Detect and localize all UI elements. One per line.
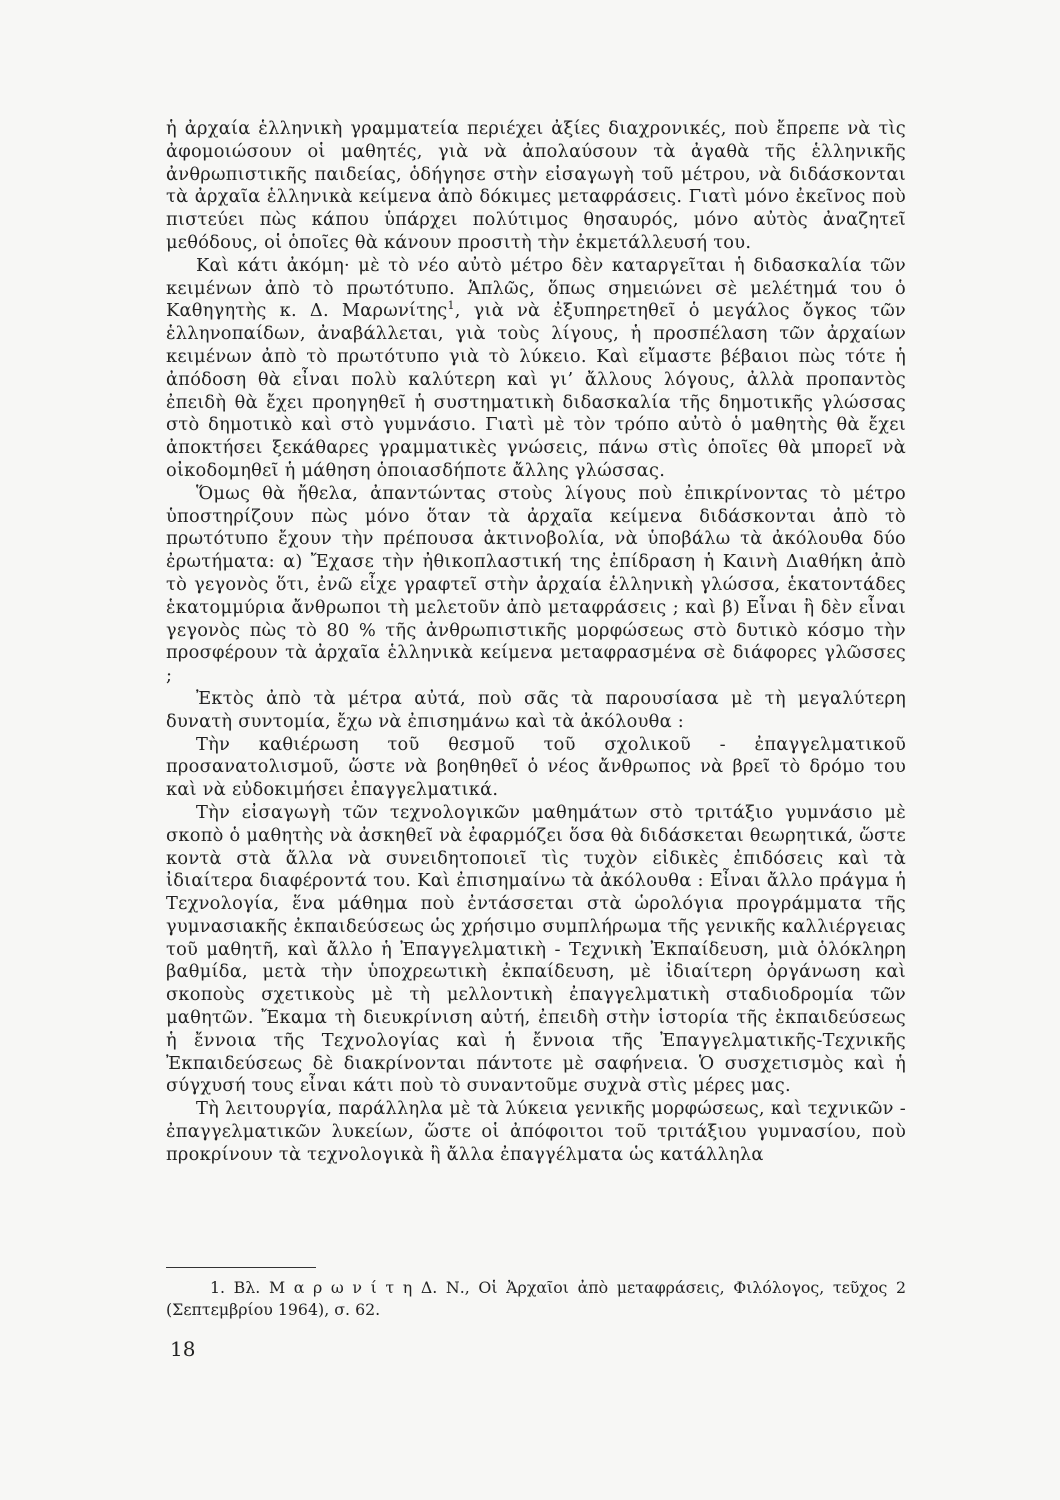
paragraph-1: ἡ ἀρχαία ἑλληνικὴ γραμματεία περιέχει ἀξίες διαχρονικές, ποὺ ἔπρεπε νὰ τὶς ἀφομοιώσουν οἱ μαθητές, γιὰ νὰ ἀπολαύσουν τὰ ἀγαθὰ τῆς ἑλληνικῆς ἀνθρωπιστικῆς παιδείας, ὁδήγησε στὴν εἰσαγωγὴ τοῦ μέτρου, νὰ διδάσκονται τὰ ἀρχαῖα ἑλληνικὰ κείμενα ἀπὸ δόκιμες μεταφράσεις. Γιατὶ μόνο ἐκεῖνος ποὺ πιστεύει πὼς κάπου ὑπάρχει πολύτιμος θησαυρός, μόνο αὐτὸς ἀναζητεῖ μεθόδους, οἱ ὁποῖες θὰ κάνουν προσιτὴ τὴν ἐκμετάλλευσή του. bbox=[166, 118, 906, 253]
paragraph-2 bbox=[166, 255, 906, 483]
paragraph-4: Ἐκτὸς ἀπὸ τὰ μέτρα αὐτά, ποὺ σᾶς τὰ παρουσίασα μὲ τὴ μεγαλύτερη δυνατὴ συντομία, ἔχω νὰ ἐπισημάνω καὶ τὰ ἀκόλουθα : bbox=[166, 687, 906, 732]
paragraph-6: Τὴν εἰσαγωγὴ τῶν τεχνολογικῶν μαθημάτων στὸ τριτάξιο γυμνάσιο μὲ σκοπὸ ὁ μαθητὴς νὰ ἀσκηθεῖ νὰ ἐφαρμόζει ὅσα θὰ διδάσκεται θεωρητικά, ὥστε κοντὰ στὰ ἄλλα νὰ συνειδητοποιεῖ τὶς τυχὸν εἰδικὲς ἐπιδόσεις καὶ τὰ ἰδιαίτερα διαφέροντά του. Καὶ ἐπισημαίνω τὰ ἀκόλουθα : Εἶναι ἄλλο πράγμα ἡ Τεχνολογία, ἕνα μάθημα ποὺ ἐντάσσεται στὰ ὡρολόγια προγράμματα τῆς γυμνασιακῆς ἐκπαιδεύσεως ὡς χρήσιμο συμπλήρωμα τῆς γενικῆς καλλιέργειας τοῦ μαθητῆ, καὶ ἄλλο ἡ Ἐπαγγελματικὴ - Τεχνικὴ Ἐκπαίδευση, μιὰ ὁλόκληρη βαθμίδα, μετὰ τὴν ὑποχρεωτικὴ ἐκπαίδευση, μὲ ἰδιαίτερη ὀργάνωση καὶ σκοποὺς σχετικοὺς μὲ τὴ μελλοντικὴ ἐπαγγελματικὴ σταδιοδρομία τῶν μαθητῶν. Ἔκαμα τὴ διευκρίνιση αὐτή, ἐπειδὴ στὴν ἱστορία τῆς ἐκπαιδεύσεως ἡ ἔννοια τῆς Τεχνολογίας καὶ ἡ ἔννοια τῆς Ἐπαγγελματικῆς-Τεχνικῆς Ἐκπαιδεύσεως δὲ διακρίνονται πάντοτε μὲ σαφήνεια. Ὁ συσχετισμὸς καὶ ἡ σύγχυσή τους εἶναι κάτι ποὺ τὸ συναντοῦμε συχνὰ στὶς μέρες μας. bbox=[166, 801, 906, 1097]
footnotes bbox=[166, 1277, 906, 1321]
paragraph-3: Ὅμως θὰ ἤθελα, ἀπαντώντας στοὺς λίγους ποὺ ἐπικρίνοντας τὸ μέτρο ὑποστηρίζουν πὼς μόνο ὅταν τὰ ἀρχαῖα κείμενα διδάσκονται ἀπὸ τὸ πρωτότυπο ἔχουν τὴν πρέπουσα ἀκτινοβολία, νὰ ὑποβάλω τὰ ἀκόλουθα δύο ἐρωτήματα: α) Ἔχασε τὴν ἠθικοπλαστική της ἐπίδραση ἡ Καινὴ Διαθήκη ἀπὸ τὸ γεγονὸς ὅτι, ἐνῶ εἶχε γραφτεῖ στὴν ἀρχαία ἑλληνικὴ γλώσσα, ἑκατοντάδες ἑκατομμύρια ἄνθρωποι τὴ μελετοῦν ἀπὸ μεταφράσεις ; καὶ β) Εἶναι ἢ δὲν εἶναι γεγονὸς πὼς τὸ 80 % τῆς ἀνθρωπιστικῆς μορφώσεως στὸ δυτικὸ κόσμο τὴν προσφέρουν τὰ ἀρχαῖα ἑλληνικὰ κείμενα μεταφρασμένα σὲ διάφορες γλῶσσες ; bbox=[166, 482, 906, 687]
footnote-reference[interactable]: 1 bbox=[447, 299, 455, 313]
footnote-1: 1. Βλ. Μ α ρ ω ν ί τ η Δ. Ν., Οἱ Ἀρχαῖοι ἀπὸ μεταφράσεις, Φιλόλογος, τεῦχος 2 (Σεπτεμβρίου 1964), σ. 62. bbox=[166, 1278, 906, 1319]
paragraph-7: Τὴ λειτουργία, παράλληλα μὲ τὰ λύκεια γενικῆς μορφώσεως, καὶ τεχνικῶν - ἐπαγγελματικῶν λυκείων, ὥστε οἱ ἀπόφοιτοι τοῦ τριτάξιου γυμνασίου, ποὺ προκρίνουν τὰ τεχνολογικὰ ἢ ἄλλα ἐπαγγέλματα ὡς κατάλληλα bbox=[166, 1098, 906, 1165]
paragraph-2-text-continued: , γιὰ νὰ ἐξυπηρετηθεῖ ὁ μεγάλος ὄγκος τῶν ἑλληνοπαίδων, ἀναβάλλεται, γιὰ τοὺς λίγους, ἡ προσπέλαση τῶν ἀρχαίων κειμένων ἀπὸ τὸ πρωτότυπο γιὰ τὸ λύκειο. Καὶ εἴμαστε βέβαιοι πὼς τότε ἡ ἀπόδοση θὰ εἶναι πολὺ καλύτερη καὶ γι’ ἄλλους λόγους, ἀλλὰ προπαντὸς ἐπειδὴ θὰ ἔχει προηγηθεῖ ἡ συστηματικὴ διδασκαλία τῆς δημοτικῆς γλώσσας στὸ δημοτικὸ καὶ στὸ γυμνάσιο. Γιατὶ μὲ τὸν τρόπο αὐτὸ ὁ μαθητὴς θὰ ἔχει ἀποκτήσει ξεκάθαρες γραμματικὲς γνώσεις, πάνω στὶς ὁποῖες θὰ μπορεῖ νὰ οἰκοδομηθεῖ ἡ μάθηση ὁποιασδήποτε ἄλλης γλώσσας. bbox=[166, 300, 906, 481]
paragraph-5: Τὴν καθιέρωση τοῦ θεσμοῦ τοῦ σχολικοῦ - ἐπαγγελματικοῦ προσανατολισμοῦ, ὥστε νὰ βοηθηθεῖ ὁ νέος ἄνθρωπος νὰ βρεῖ τὸ δρόμο του καὶ νὰ εὐδοκιμήσει ἐπαγγελματικά. bbox=[166, 733, 906, 801]
paragraph-2-text: Καὶ κάτι ἀκόμη· μὲ τὸ νέο αὐτὸ μέτρο δὲν καταργεῖται ἡ διδασκαλία τῶν κειμένων ἀπὸ τὸ πρωτότυπο. Ἁπλῶς, ὅπως σημειώνει σὲ μελέτημά του ὁ Καθηγητὴς κ. Δ. Μαρωνίτης bbox=[166, 254, 906, 322]
footnote-divider bbox=[166, 1267, 316, 1268]
page-number: 18 bbox=[170, 1337, 196, 1361]
body-text bbox=[166, 118, 906, 1167]
